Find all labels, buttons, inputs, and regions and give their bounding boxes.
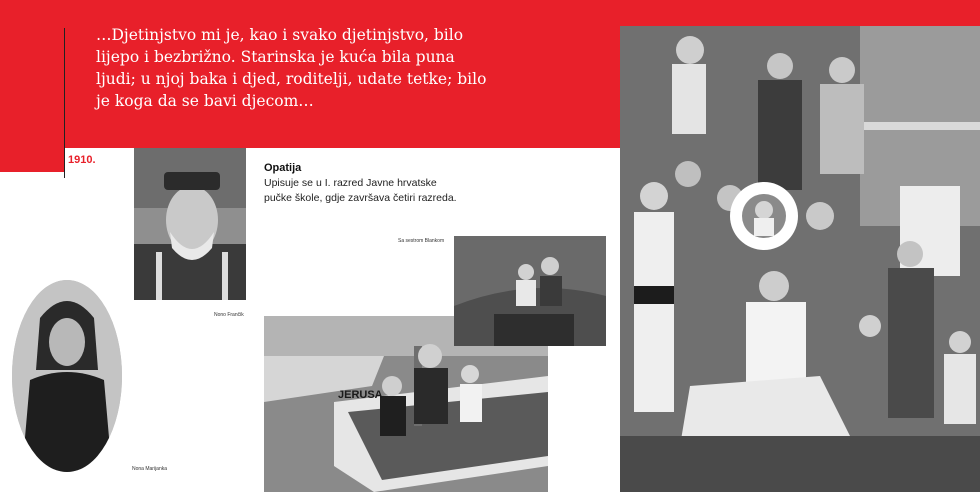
memoir-quote [96,24,536,112]
grandfather-photo [134,148,246,300]
year-label: 1910. [68,154,96,166]
year-marker-strip [0,148,64,172]
quote-line: ljudi; u njoj baka i djed, roditelji, udate tetke; bilo [96,70,487,88]
sister-photo [454,236,606,346]
grandmother-photo [12,280,122,472]
boat-name: JERUSA [338,389,383,401]
timeline-rule [64,28,65,178]
quote-line: je koga da se bavi djecom… [96,92,314,110]
caption-line: pučke škole, gdje završava četiri razreda. [264,192,457,204]
grandfather-caption: Nono Frančik [214,312,244,318]
quote-line: …Djetinjstvo mi je, kao i svako djetinjstvo, bilo [96,26,464,44]
caption-title: Opatija [264,162,302,174]
event-caption [264,162,484,206]
quote-line: lijepo i bezbrižno. Starinska je kuća bila puna [96,48,455,66]
caption-line: Upisuje se u I. razred Javne hrvatske [264,177,437,189]
grandmother-caption: Nona Marijanka [132,466,168,472]
sister-caption: Sa sestrom Blankom [398,238,445,244]
caption-text [264,176,484,206]
family-group-photo [620,26,980,492]
